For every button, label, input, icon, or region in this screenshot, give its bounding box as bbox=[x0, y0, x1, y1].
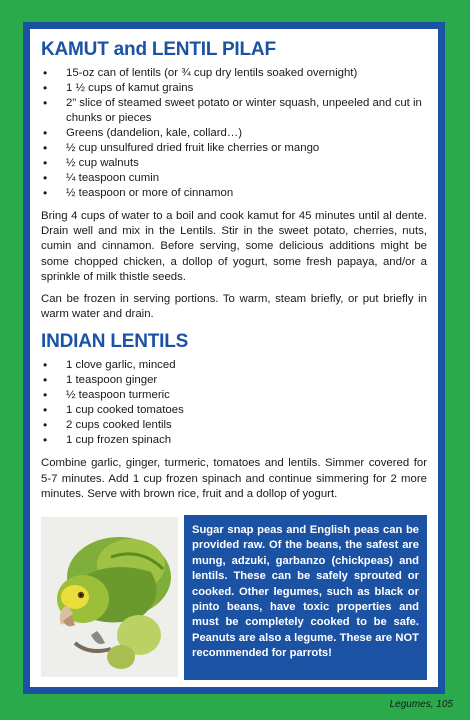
list-item: • 15-oz can of lentils (or ¾ cup dry lentils soaked overnight) bbox=[41, 66, 427, 81]
list-item: • 2 cups cooked lentils bbox=[41, 418, 427, 433]
list-item: • 2” slice of steamed sweet potato or winter squash, unpeeled and cut in chunks or pieces bbox=[41, 96, 427, 126]
list-item: • 1 cup frozen spinach bbox=[41, 433, 427, 448]
list-item: • ½ teaspoon or more of cinnamon bbox=[41, 186, 427, 201]
page-frame bbox=[23, 22, 445, 694]
instructions-paragraph: Bring 4 cups of water to a boil and cook kamut for 45 minutes until al dente. Drain well and mix in the Lentils. Stir in the sweet potato, cherries, nuts, cumin and cinnamon. Before serving, some delicious additions might be some chopped chicken, a dollop of yogurt, some fresh papaya, and/or a sprinkle of milk thistle seeds. bbox=[41, 210, 427, 283]
legume-note-box bbox=[184, 515, 427, 680]
list-item: • ¼ teaspoon cumin bbox=[41, 171, 427, 186]
list-item: • Greens (dandelion, kale, collard…) bbox=[41, 126, 427, 141]
content-panel bbox=[30, 29, 438, 687]
storage-paragraph: Can be frozen in serving portions. To warm, steam briefly, or put briefly in warm water and drain. bbox=[41, 293, 427, 321]
ingredient-list-indian bbox=[41, 358, 427, 448]
page-footer: Legumes, 105 bbox=[389, 699, 453, 710]
list-item: • ½ teaspoon turmeric bbox=[41, 388, 427, 403]
list-item: • ½ cup unsulfured dried fruit like cherries or mango bbox=[41, 141, 427, 156]
list-item: • 1 cup cooked tomatoes bbox=[41, 403, 427, 418]
note-text: Sugar snap peas and English peas can be provided raw. Of the beans, the safest are mung, adzuki, garbanzo (chickpeas) and lentils. These can be safely sprouted or cooked. Other legumes, such as black or pinto beans, have toxic properties and must be completely cooked to be safe. Peanuts are also a legume. These are NOT recommended for parrots! bbox=[192, 524, 419, 660]
instructions-paragraph: Combine garlic, ginger, turmeric, tomatoes and lentils. Simmer covered for 5-7 minutes. Add 1 cup frozen spinach and continue simmering for 2 more minutes. Serve with brown rice, fruit and a dollop of yogurt. bbox=[41, 457, 427, 500]
parrot-illustration bbox=[41, 517, 178, 677]
recipe-title-indian-lentils: INDIAN LENTILS bbox=[41, 331, 189, 353]
list-item: • ½ cup walnuts bbox=[41, 156, 427, 171]
parrot-photo bbox=[41, 517, 178, 677]
list-item: • 1 clove garlic, minced bbox=[41, 358, 427, 373]
bottom-section bbox=[41, 515, 427, 680]
list-item: • 1 ½ cups of kamut grains bbox=[41, 81, 427, 96]
recipe-title-kamut: KAMUT and LENTIL PILAF bbox=[41, 39, 276, 60]
ingredient-list-kamut bbox=[41, 66, 427, 201]
list-item: • 1 teaspoon ginger bbox=[41, 373, 427, 388]
